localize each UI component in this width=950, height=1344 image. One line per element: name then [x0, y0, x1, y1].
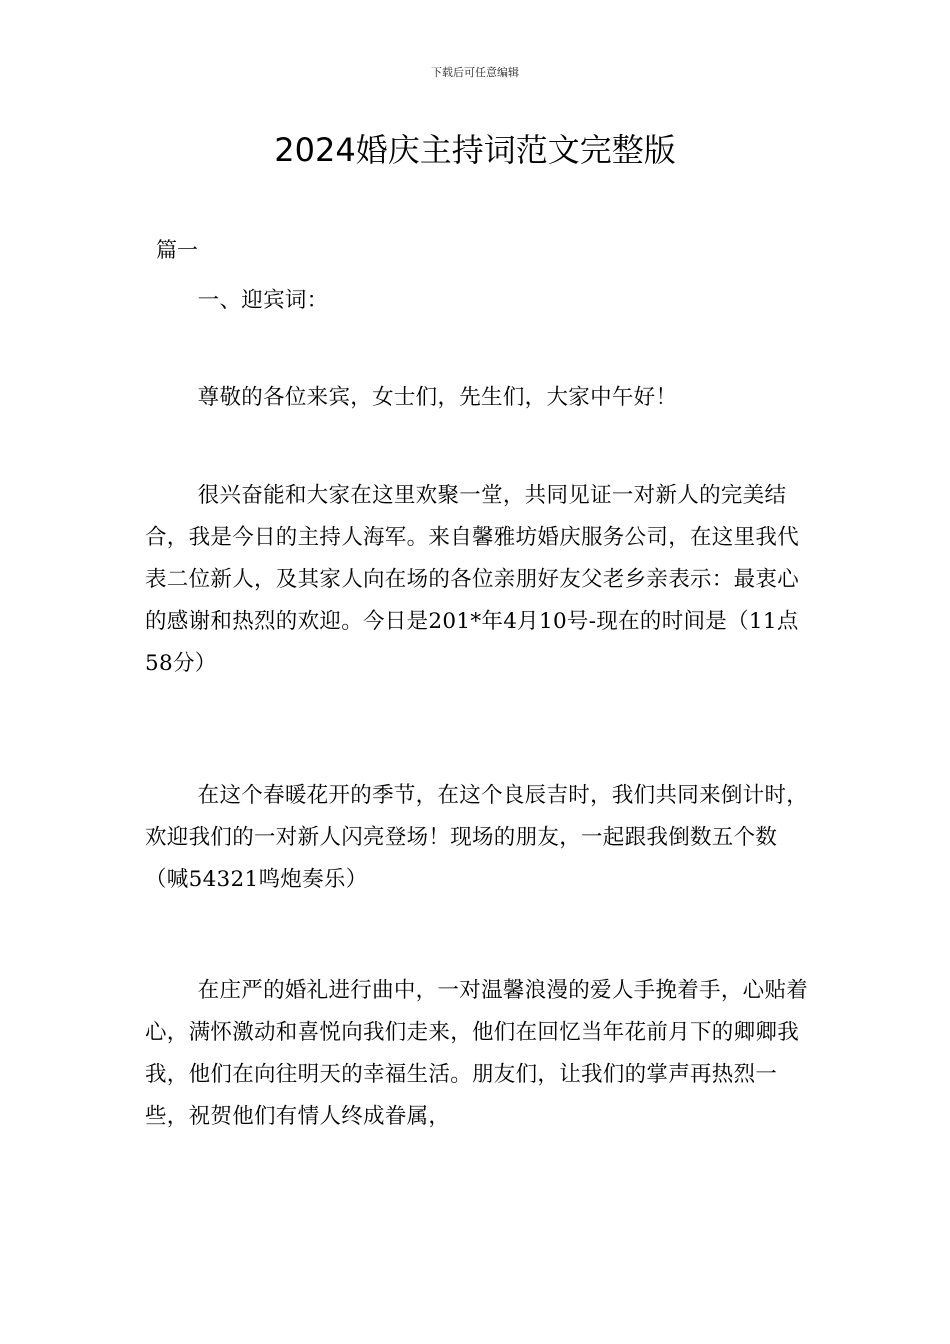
paragraph-countdown: 在这个春暖花开的季节，在这个良辰吉时，我们共同来倒计时，欢迎我们的一对新人闪亮登场！现场的朋友，一起跟我倒数五个数（喊54321鸣炮奏乐）: [145, 783, 809, 892]
paragraph-host-intro: 很兴奋能和大家在这里欢聚一堂，共同见证一对新人的完美结合，我是今日的主持人海军。来自馨雅坊婚庆服务公司，在这里我代表二位新人，及其家人向在场的各位亲朋好友父老乡亲表示：最衷心的感谢和热烈的欢迎。今日是201*年4月10号-现在的时间是（11点58分）: [145, 483, 800, 676]
section-label: 篇一: [156, 238, 198, 262]
paragraph-welcome-heading: 一、迎宾词：: [197, 288, 329, 313]
paragraph-wedding-march: 在庄严的婚礼进行曲中，一对温馨浪漫的爱人手挽着手，心贴着心，满怀激动和喜悦向我们走来，他们在回忆当年花前月下的卿卿我我，他们在向往明天的幸福生活。朋友们，让我们的掌声再热烈一些，祝贺他们有情人终成眷属，: [145, 978, 809, 1129]
header-note: 下载后可任意编辑: [431, 66, 519, 79]
paragraph-greeting: 尊敬的各位来宾，女士们，先生们，大家中午好！: [197, 385, 678, 410]
document-title: 2024婚庆主持词范文完整版: [274, 131, 676, 169]
